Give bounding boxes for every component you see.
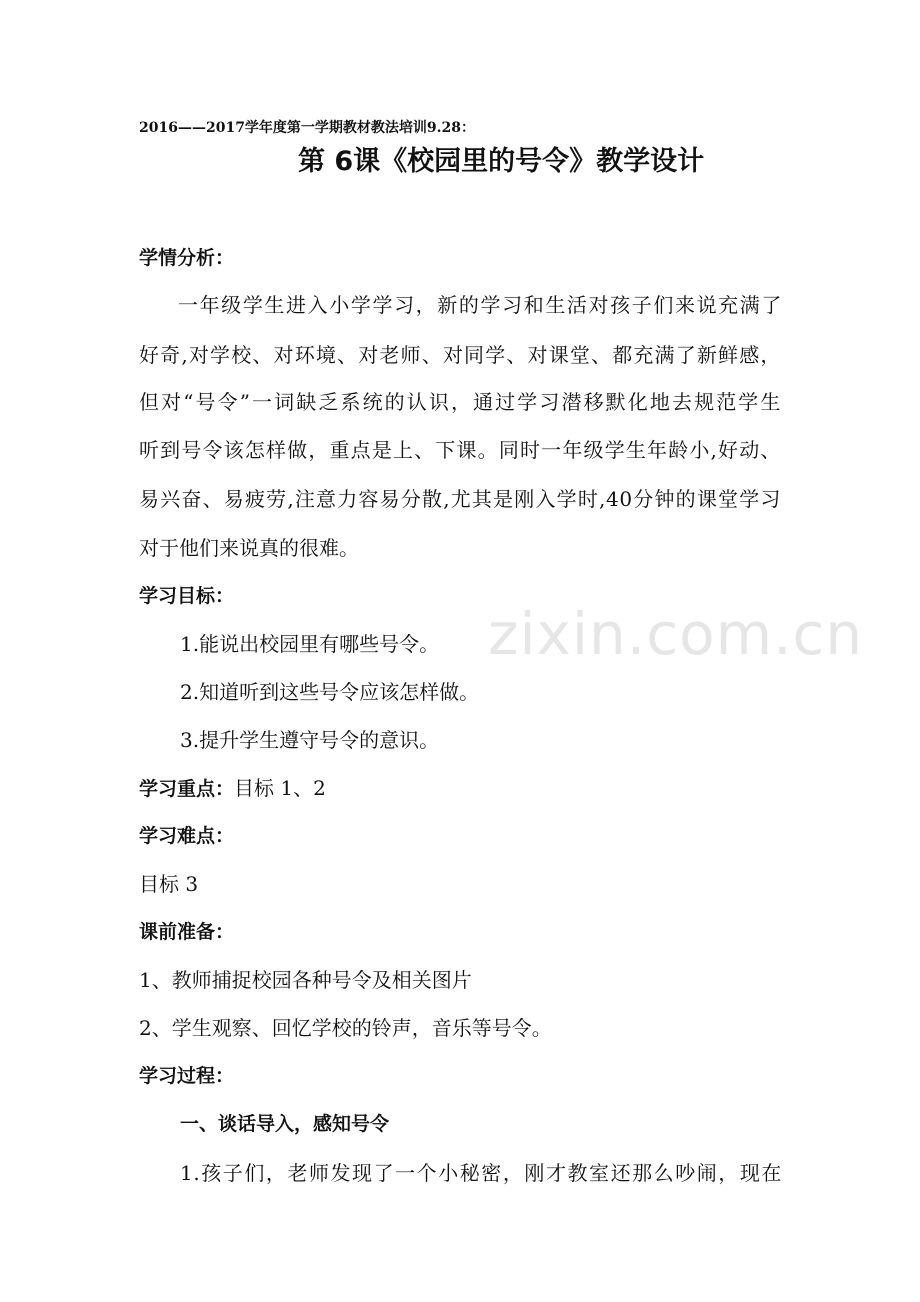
section-heading-analysis: 学情分析： xyxy=(139,247,235,269)
header-note: 2016——2017学年度第一学期教材教法培训9.28： xyxy=(139,120,476,136)
analysis-line: 好奇,对学校、对环境、对老师、对同学、对课堂、都充满了新鲜感， xyxy=(139,343,781,367)
watermark: zixin.com.cn xyxy=(488,600,864,668)
analysis-line: 听到号令该怎样做，重点是上、下课。同时一年级学生年龄小,好动、 xyxy=(139,438,781,462)
analysis-line: 但对“号令”一词缺乏系统的认识，通过学习潜移默化地去规范学生 xyxy=(139,390,781,414)
page-title: 第 6课《校园里的号令》教学设计 xyxy=(298,146,705,177)
goal-item: 1.能说出校园里有哪些号令。 xyxy=(180,632,440,656)
goal-item: 3.提升学生遵守号令的意识。 xyxy=(180,728,440,752)
prep-item: 2、学生观察、回忆学校的铃声，音乐等号令。 xyxy=(139,1016,552,1040)
analysis-line: 一年级学生进入小学学习，新的学习和生活对孩子们来说充满了 xyxy=(178,293,782,317)
process-subheading: 一、谈话导入，感知号令 xyxy=(180,1113,390,1135)
analysis-line: 易兴奋、易疲劳,注意力容易分散,尤其是刚入学时,40分钟的课堂学习 xyxy=(139,487,781,511)
section-heading-process: 学习过程： xyxy=(139,1065,235,1087)
difficulty-value: 目标 3 xyxy=(139,872,199,896)
goal-item: 2.知道听到这些号令应该怎样做。 xyxy=(180,680,480,704)
analysis-line: 对于他们来说真的很难。 xyxy=(139,536,359,560)
process-line: 1.孩子们，老师发现了一个小秘密，刚才教室还那么吵闹，现在 xyxy=(180,1161,782,1185)
key-points-value: 目标 1、2 xyxy=(234,776,326,800)
section-heading-goals: 学习目标： xyxy=(139,585,235,607)
section-heading-prep: 课前准备： xyxy=(139,921,235,943)
section-heading-key-points: 学习重点： xyxy=(139,778,235,800)
prep-item: 1、教师捕捉校园各种号令及相关图片 xyxy=(139,968,472,992)
section-heading-difficulty: 学习难点： xyxy=(139,825,235,847)
key-points-row xyxy=(139,774,326,803)
